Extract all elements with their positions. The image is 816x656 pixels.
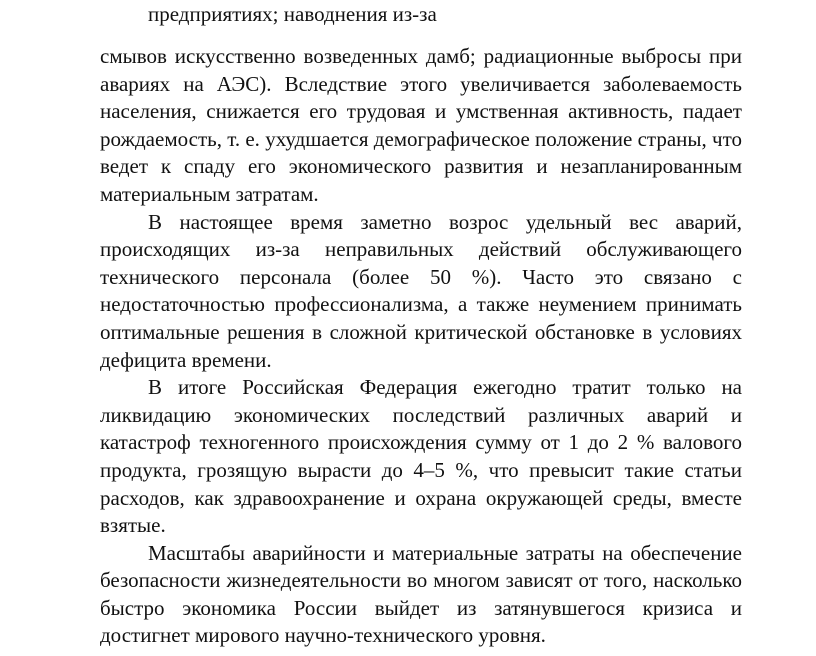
body-text (100, 43, 742, 650)
carryover-line: предприятиях; наводнения из-за (148, 2, 437, 26)
paragraph-continuation: смывов искусственно возведенных дамб; радиационные выбросы при авариях на АЭС). Вследствие этого увеличивается заболеваемость населения, снижается его трудовая и умственная активность, падает рождаемость, т. е. ухудшается демографическое положение страны, что ведет к спаду его экономического развития и незапланированным материальным затратам. (100, 44, 742, 206)
paragraph-safety-costs: Масштабы аварийности и материальные затраты на обеспечение безопасности жизнедеятельности во многом зависят от того, насколько быстро экономика России выйдет из затянувшегося кризиса и достигнет мирового научно-технического уровня. (100, 540, 742, 648)
paragraph-economic-losses: В итоге Российская Федерация ежегодно тратит только на ликвидацию экономических последствий различных аварий и катастроф техногенного происхождения сумму от 1 до 2 % валового продукта, грозящую вырасти до 4–5 %, что превысит такие статьи расходов, как здравоохранение и охрана окружающей среды, вместе взятые. (100, 375, 742, 538)
paragraph-personnel-errors: В настоящее время заметно возрос удельный вес аварий, происходящих из-за неправильных действий обслуживающего технического персонала (более 50 %). Часто это связано с недостаточностью профессионализма, а также неумением принимать оптимальные решения в сложной критической обстановке в условиях дефицита времени. (100, 209, 742, 372)
